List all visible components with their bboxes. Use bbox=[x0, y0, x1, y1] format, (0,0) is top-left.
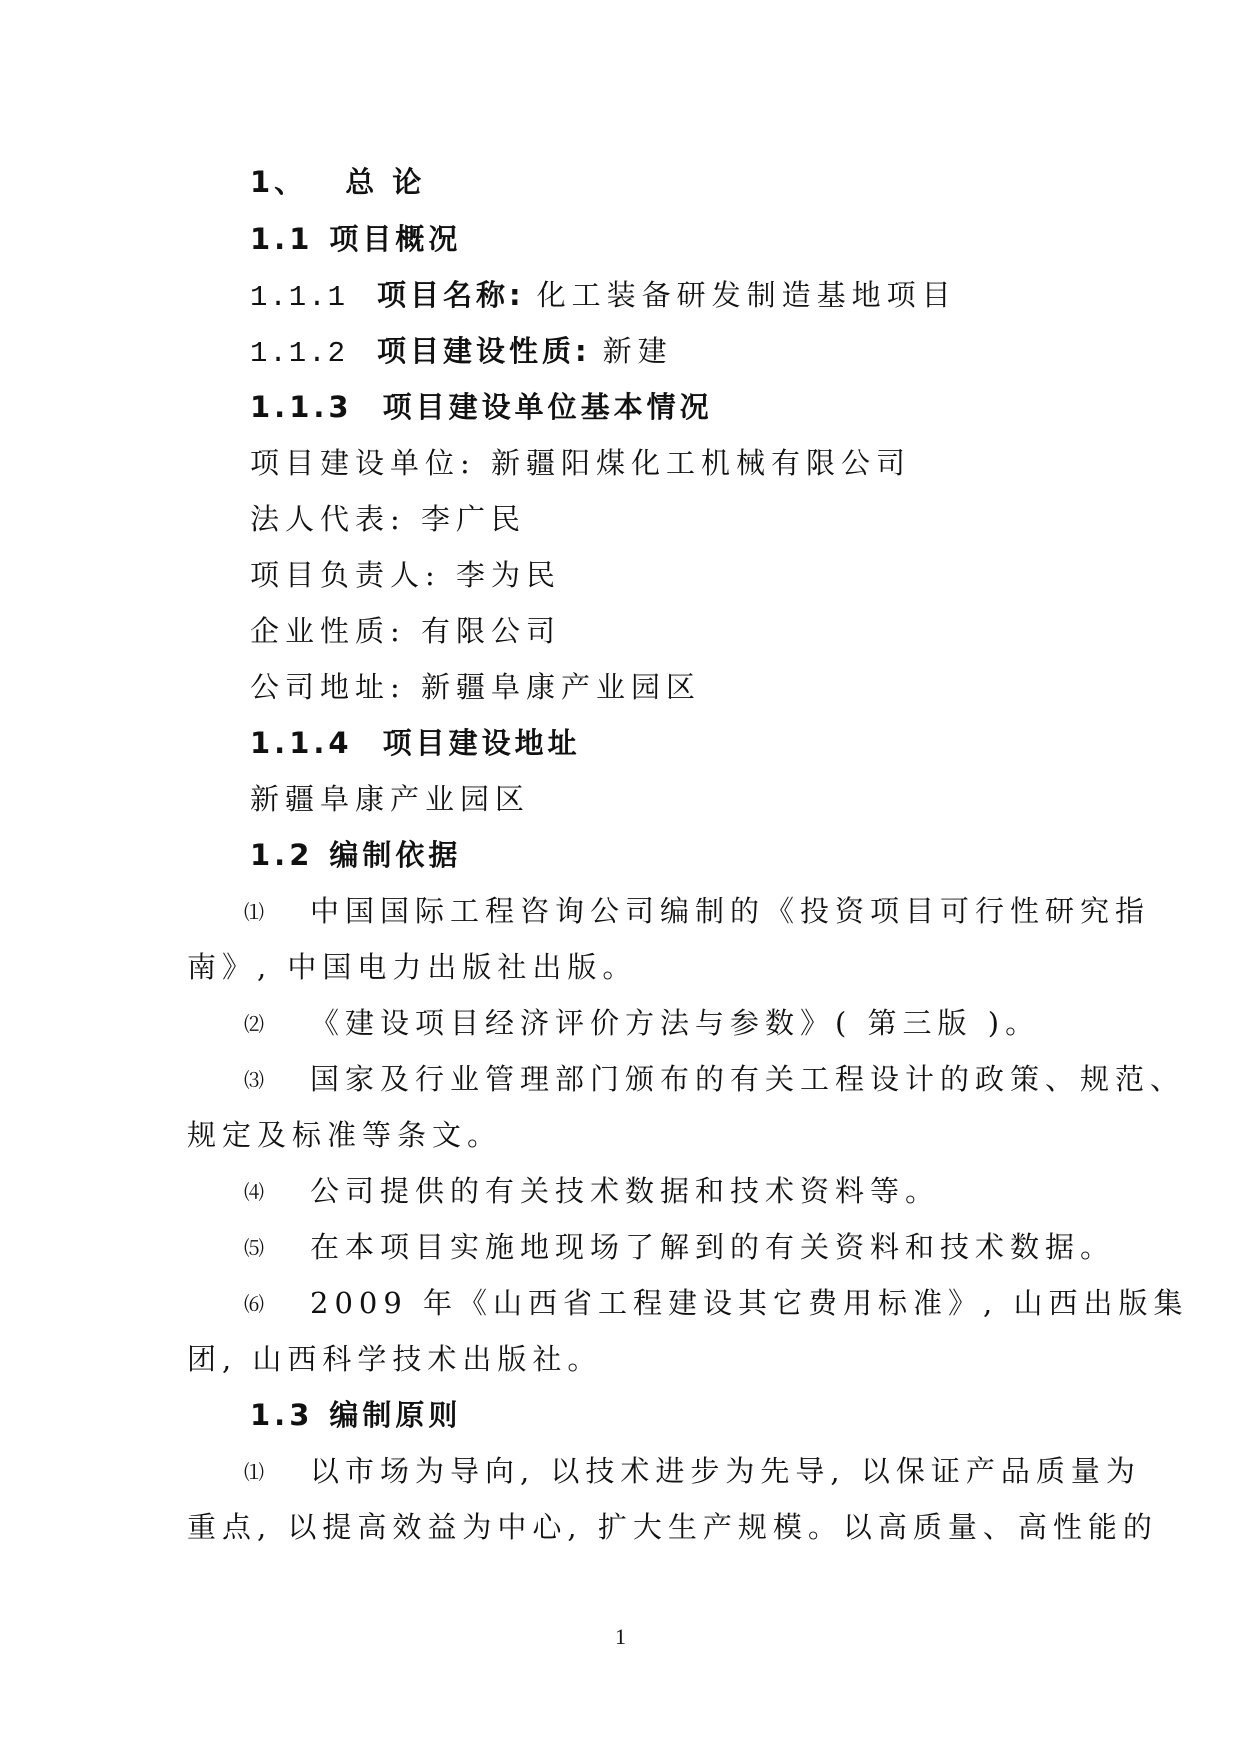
list-item-continuation: 重点, 以提高效益为中心, 扩大生产规模。以高质量、高性能的 bbox=[187, 1510, 1158, 1544]
chapter-heading bbox=[250, 162, 425, 202]
subsection-1-1-4 bbox=[250, 723, 581, 763]
field-label: 项目名称: bbox=[377, 278, 525, 312]
list-marker: ⑸ bbox=[244, 1236, 264, 1260]
list-item-continuation: 规定及标准等条文。 bbox=[187, 1118, 503, 1152]
list-marker: ⑴ bbox=[244, 900, 264, 924]
info-line: 公司地址: 新疆阜康产业园区 bbox=[250, 670, 701, 704]
section-number: 1.2 bbox=[250, 838, 314, 872]
list-item bbox=[244, 1059, 1185, 1100]
site-address: 新疆阜康产业园区 bbox=[250, 782, 531, 816]
subsection-1-1-3 bbox=[250, 387, 713, 427]
list-item-continuation: 团, 山西科学技术出版社。 bbox=[187, 1342, 603, 1376]
subsection-1-1-2 bbox=[250, 331, 673, 374]
subsection-number: 1.1.4 bbox=[250, 726, 353, 760]
list-marker: ⑹ bbox=[244, 1292, 264, 1316]
list-item bbox=[244, 1227, 1115, 1268]
info-line: 项目负责人: 李为民 bbox=[250, 558, 561, 592]
list-marker: ⑵ bbox=[244, 1012, 264, 1036]
subsection-number: 1.1.3 bbox=[250, 390, 353, 424]
info-line: 企业性质: 有限公司 bbox=[250, 614, 561, 648]
section-title: 编制依据 bbox=[329, 838, 462, 872]
page-number: 1 bbox=[615, 1624, 626, 1649]
list-item bbox=[244, 1003, 1040, 1044]
info-line: 项目建设单位: 新疆阳煤化工机械有限公司 bbox=[250, 446, 911, 480]
section-heading-1-3 bbox=[250, 1395, 461, 1435]
list-text: 中国国际工程咨询公司编制的《投资项目可行性研究指 bbox=[310, 894, 1151, 928]
subsection-title: 项目建设地址 bbox=[382, 726, 581, 760]
section-number: 1.1 bbox=[250, 222, 314, 256]
list-item bbox=[244, 1283, 1188, 1324]
field-value: 新建 bbox=[602, 334, 673, 368]
subsection-title: 项目建设单位基本情况 bbox=[382, 390, 713, 424]
list-item bbox=[244, 1451, 1141, 1492]
chapter-title: 总 论 bbox=[345, 165, 426, 199]
section-title: 项目概况 bbox=[329, 222, 462, 256]
section-title: 编制原则 bbox=[329, 1398, 462, 1432]
list-marker: ⑷ bbox=[244, 1180, 264, 1204]
list-text: 国家及行业管理部门颁布的有关工程设计的政策、规范、 bbox=[310, 1062, 1186, 1096]
list-item bbox=[244, 891, 1150, 932]
section-heading-1-1 bbox=[250, 219, 461, 259]
subsection-1-1-1 bbox=[250, 275, 957, 318]
list-item-continuation: 南》, 中国电力出版社出版。 bbox=[187, 950, 638, 984]
subsection-number: 1.1.1 bbox=[250, 281, 348, 314]
field-value: 化工装备研发制造基地项目 bbox=[536, 278, 957, 312]
subsection-number: 1.1.2 bbox=[250, 337, 348, 370]
section-number: 1.3 bbox=[250, 1398, 314, 1432]
list-text: 《建设项目经济评价方法与参数》( 第三版 )。 bbox=[310, 1006, 1041, 1040]
list-marker: ⑴ bbox=[244, 1460, 264, 1484]
list-text: 公司提供的有关技术数据和技术资料等。 bbox=[310, 1174, 941, 1208]
field-label: 项目建设性质: bbox=[377, 334, 591, 368]
section-heading-1-2 bbox=[250, 835, 461, 875]
list-text: 在本项目实施地现场了解到的有关资料和技术数据。 bbox=[310, 1230, 1116, 1264]
list-marker: ⑶ bbox=[244, 1068, 264, 1092]
list-item bbox=[244, 1171, 940, 1212]
list-text: 以市场为导向, 以技术进步为先导, 以保证产品质量为 bbox=[310, 1454, 1141, 1488]
chapter-number: 1、 bbox=[250, 165, 308, 199]
list-text: 2009 年《山西省工程建设其它费用标准》, 山西出版集 bbox=[310, 1286, 1189, 1320]
info-line: 法人代表: 李广民 bbox=[250, 502, 526, 536]
